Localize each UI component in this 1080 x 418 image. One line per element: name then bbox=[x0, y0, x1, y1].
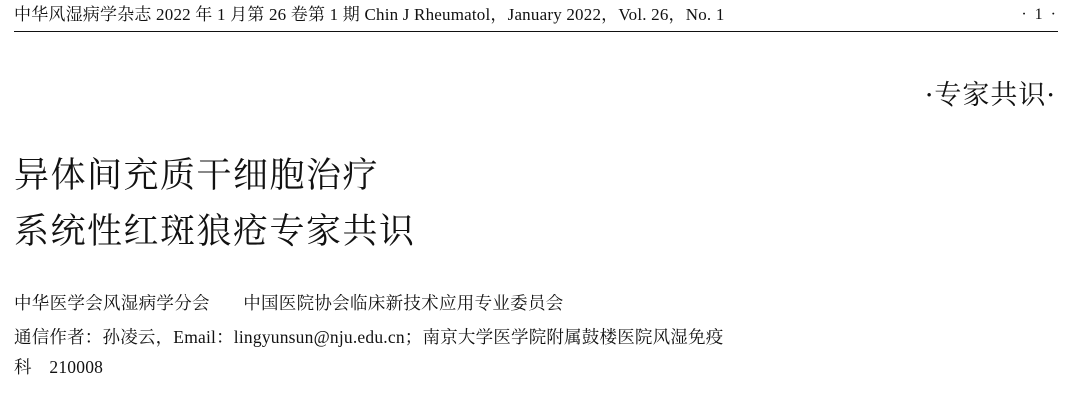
organization-2: 中国医院协会临床新技术应用专业委员会 bbox=[243, 293, 564, 313]
page-number: · 1 · bbox=[1021, 6, 1058, 23]
article-category-label: ·专家共识· bbox=[924, 80, 1056, 111]
title-line-1: 异体间充质干细胞治疗 bbox=[14, 156, 380, 196]
corresponding-line-2: 科 210008 bbox=[14, 357, 104, 377]
author-organizations bbox=[14, 288, 1066, 318]
running-head bbox=[14, 0, 1066, 34]
organization-1: 中华医学会风湿病学分会 bbox=[14, 293, 210, 313]
title-line-2: 系统性红斑狼疮专家共识 bbox=[14, 212, 416, 252]
corresponding-author-block bbox=[14, 322, 1066, 382]
journal-citation-text: 中华风湿病学杂志 2022 年 1 月第 26 卷第 1 期 Chin J Rheumatol，January 2022，Vol. 26，No. 1 bbox=[14, 5, 725, 24]
page-title bbox=[14, 148, 1066, 260]
header-rule bbox=[14, 31, 1058, 32]
corresponding-line-1: 通信作者：孙凌云，Email：lingyunsun@nju.edu.cn；南京大学医学院附属鼓楼医院风湿免疫 bbox=[14, 327, 724, 347]
